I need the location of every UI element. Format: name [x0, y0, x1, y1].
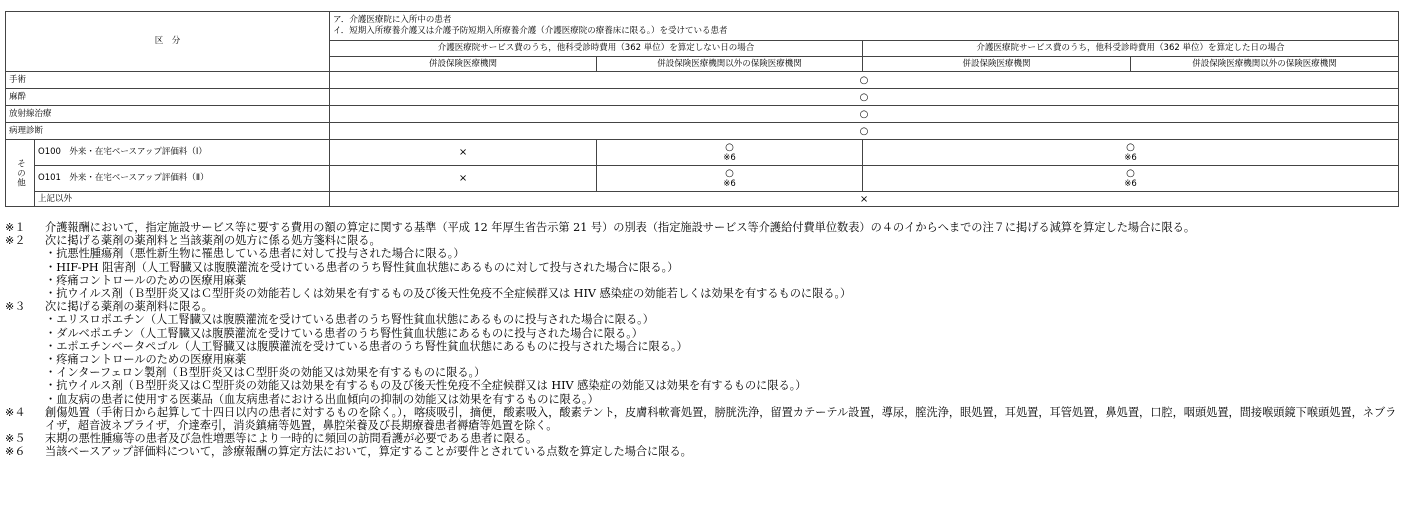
col-other-2: 併設保険医療機関以外の保険医療機関 [1131, 57, 1399, 72]
row-label-pathology: 病理診断 [6, 123, 330, 140]
list-item: ・エポエチンベータペゴル（人工腎臓又は腹膜灌流を受けている患者のうち腎性貧血状態にあるものに投与された場合に限る。） [45, 339, 688, 353]
footnote-mark: ※３ [5, 300, 26, 314]
row-value-others: × [330, 192, 1399, 207]
table-row [6, 106, 1399, 123]
row-value-pathology: ○ [330, 123, 1399, 140]
o101-col1: × [330, 166, 597, 192]
o101-col2-mark: ○ [725, 167, 734, 179]
col-facility-1: 併設保険医療機関 [330, 57, 597, 72]
row-label-o100: O100 外来・在宅ベースアップ評価料（Ⅰ） [35, 140, 330, 166]
row-value-anesthesia: ○ [330, 89, 1399, 106]
patient-line-b: イ．短期入所療養介護又は介護予防短期入所療養介護（介護医療院の療養床に限る。）を受けている患者 [333, 26, 728, 36]
row-label-anesthesia: 麻酔 [6, 89, 330, 106]
o100-col3 [863, 140, 1399, 166]
col-other-1: 併設保険医療機関以外の保険医療機関 [597, 57, 863, 72]
o101-col3-note: ※6 [1124, 178, 1137, 189]
footnote-text: 創傷処置（手術日から起算して十四日以内の患者に対するものを除く。），喀痰吸引，摘便，酸素吸入，酸素テント，皮膚科軟膏処置，膀胱洗浄，留置カテーテル設置，導尿，膣洗浄，眼処置，耳処置，耳管処置，鼻処置，口腔，咽頭処置，間接喉頭鏡下喉頭処置，ネブライザ，超音波ネブライザ，介達牽引，消炎鎮痛等処置，鼻腔栄養及び長期療養患者褥瘡等処置を除く。 [45, 405, 1397, 433]
footnote-text: 次に掲げる薬剤の薬剤料と当該薬剤の処方に係る処方箋料に限る。 [45, 234, 381, 248]
row-label-radiotherapy: 放射線治療 [6, 106, 330, 123]
list-item: ・抗ウイルス剤（Ｂ型肝炎又はＣ型肝炎の効能又は効果を有するもの及び後天性免疫不全症候群又は HIV 感染症の効能又は効果を有するものに限る。） [45, 379, 807, 393]
coverage-table [5, 11, 1399, 207]
o100-col3-mark: ○ [1126, 141, 1135, 153]
table-row [6, 192, 1399, 207]
footnote-text: 当該ベースアップ評価料について，診療報酬の算定方法において，算定することが要件とされている点数を算定した場合に限る。 [45, 445, 692, 459]
row-value-radiotherapy: ○ [330, 106, 1399, 123]
table-row [6, 123, 1399, 140]
row-value-surgery: ○ [330, 72, 1399, 89]
list-item: ・抗ウイルス剤（Ｂ型肝炎又はＣ型肝炎の効能若しくは効果を有するもの及び後天性免疫不全症候群又は HIV 感染症の効能若しくは効果を有するものに限る。） [45, 287, 852, 301]
row-label-o101: O101 外来・在宅ベースアップ評価料（Ⅱ） [35, 166, 330, 192]
row-label-others: 上記以外 [35, 192, 330, 207]
list-item: ・HIF-PH 阻害剤（人工腎臓又は腹膜灌流を受けている患者のうち腎性貧血状態にあるものに対して投与された場合に限る。） [45, 260, 679, 274]
list-item: ・疼痛コントロールのための医療用麻薬 [45, 353, 247, 367]
footnote-5 [5, 432, 1403, 445]
col-facility-2: 併設保険医療機関 [863, 57, 1131, 72]
table-row [6, 89, 1399, 106]
o101-col3 [863, 166, 1399, 192]
footnote-mark: ※６ [5, 445, 26, 459]
table-row [6, 72, 1399, 89]
group-calculated: 介護医療院サービス費のうち，他科受診時費用（362 単位）を算定した日の場合 [863, 41, 1399, 57]
footnote-text: 介護報酬において，指定施設サービス等に要する費用の額の算定に関する基準（平成 12 年厚生省告示第 21 号）の別表（指定施設サービス等介護給付費単位数表）の４のイからへまでの注７に掲げる減算を算定した場合に限る。 [45, 221, 1196, 234]
footnote-mark: ※５ [5, 432, 26, 446]
footnotes [5, 221, 1403, 459]
footnote-1 [5, 221, 1403, 234]
list-item: ・血友病の患者に使用する医薬品（血友病患者における出血傾向の抑制の効能又は効果を有するものに限る。） [45, 392, 599, 406]
footnote-mark: ※１ [5, 221, 26, 234]
o100-col2-mark: ○ [725, 141, 734, 153]
other-group-label: その他 [6, 140, 35, 207]
footnote-mark: ※４ [5, 405, 26, 419]
list-item: ・疼痛コントロールのための医療用麻薬 [45, 273, 247, 287]
footnote-text: 次に掲げる薬剤の薬剤料に限る。 [45, 300, 213, 314]
table-row [6, 166, 1399, 192]
footnote-3 [5, 300, 1403, 313]
list-item: ・抗悪性腫瘍剤（悪性新生物に罹患している患者に対して投与された場合に限る。） [45, 247, 465, 261]
category-header [6, 12, 330, 72]
list-item: ・エリスロポエチン（人工腎臓又は腹膜灌流を受けている患者のうち腎性貧血状態にあるものに投与された場合に限る。） [45, 313, 654, 327]
footnote-6 [5, 445, 1403, 458]
row-label-surgery: 手術 [6, 72, 330, 89]
category-label: 区 分 [154, 36, 181, 46]
footnote-text: 末期の悪性腫瘍等の患者及び急性増悪等により一時的に頻回の訪問看護が必要である患者に限る。 [45, 432, 538, 446]
list-item: ・ダルベポエチン（人工腎臓又は腹膜灌流を受けている患者のうち腎性貧血状態にあるものに投与された場合に限る。） [45, 326, 643, 340]
o100-col2-note: ※6 [723, 152, 736, 163]
o101-col3-mark: ○ [1126, 167, 1135, 179]
patient-description [330, 12, 1399, 41]
o100-col3-note: ※6 [1124, 152, 1137, 163]
table-row [6, 140, 1399, 166]
list-item: ・インターフェロン製剤（Ｂ型肝炎又はＣ型肝炎の効能又は効果を有するものに限る。） [45, 366, 486, 380]
footnote-4 [5, 406, 1403, 432]
o101-col2 [597, 166, 863, 192]
o101-col2-note: ※6 [723, 178, 736, 189]
group-not-calculated: 介護医療院サービス費のうち，他科受診時費用（362 単位）を算定しない日の場合 [330, 41, 863, 57]
footnote-mark: ※２ [5, 234, 26, 248]
o100-col2 [597, 140, 863, 166]
patient-line-a: ア．介護医療院に入所中の患者 [333, 15, 452, 25]
footnote-2 [5, 234, 1403, 247]
o100-col1: × [330, 140, 597, 166]
